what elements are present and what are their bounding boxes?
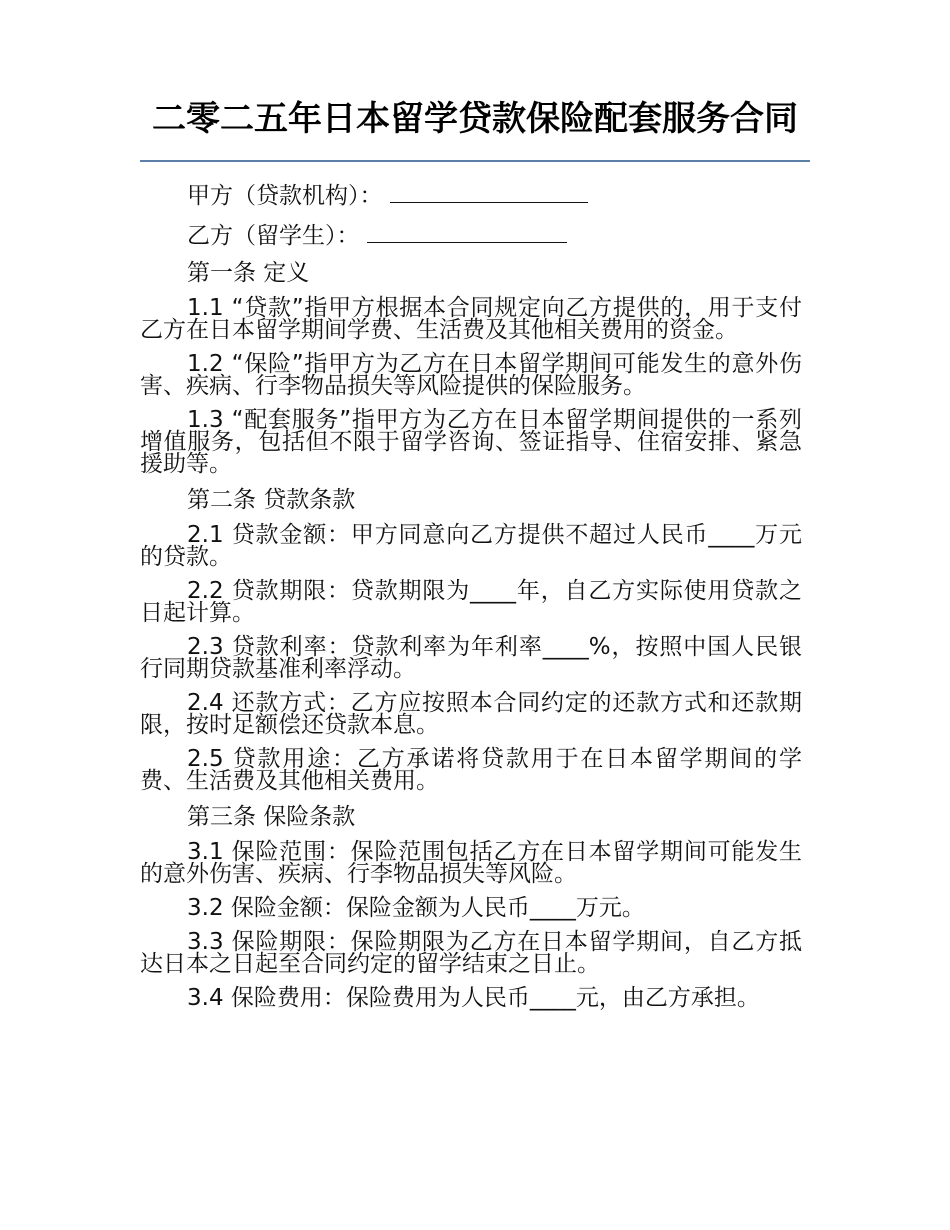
clause-3-2: 3.2 保险金额：保险金额为人民币____万元。 <box>187 895 645 921</box>
party-a-line <box>140 180 802 210</box>
party-a-blank <box>390 180 588 203</box>
clause-3-3: 3.3 保险期限：保险期限为乙方在日本留学期间，自乙方抵达日本之日起至合同约定的留学结束之日止。 <box>140 929 802 977</box>
clause-2-5: 2.5 贷款用途：乙方承诺将贷款用于在日本留学期间的学费、生活费及其他相关费用。 <box>140 746 802 794</box>
section-heading: 第二条 贷款条款 <box>187 487 356 513</box>
party-b-blank <box>367 220 567 243</box>
clause-1-2: 1.2 “保险”指甲方为乙方在日本留学期间可能发生的意外伤害、疾病、行李物品损失等风险提供的保险服务。 <box>140 351 802 399</box>
party-a-label: 甲方（贷款机构）： <box>187 183 383 209</box>
clause-3-1: 3.1 保险范围：保险范围包括乙方在日本留学期间可能发生的意外伤害、疾病、行李物品损失等风险。 <box>140 839 802 887</box>
document-body <box>140 180 802 1021</box>
section-heading: 第三条 保险条款 <box>187 804 356 830</box>
document-title: 二零二五年日本留学贷款保险配套服务合同 <box>152 99 798 139</box>
party-b-line <box>140 220 802 250</box>
title-divider <box>140 160 810 162</box>
clause-2-4: 2.4 还款方式：乙方应按照本合同约定的还款方式和还款期限，按时足额偿还贷款本息。 <box>140 690 802 738</box>
clause-3-4: 3.4 保险费用：保险费用为人民币____元，由乙方承担。 <box>187 985 760 1011</box>
clause-1-1: 1.1 “贷款”指甲方根据本合同规定向乙方提供的，用于支付乙方在日本留学期间学费、生活费及其他相关费用的资金。 <box>140 295 802 343</box>
clause-1-3: 1.3 “配套服务”指甲方为乙方在日本留学期间提供的一系列增值服务，包括但不限于留学咨询、签证指导、住宿安排、紧急援助等。 <box>140 407 802 477</box>
clause-2-2: 2.2 贷款期限：贷款期限为____年，自乙方实际使用贷款之日起计算。 <box>140 578 802 626</box>
clause-2-3: 2.3 贷款利率：贷款利率为年利率____%，按照中国人民银行同期贷款基准利率浮动。 <box>140 634 802 682</box>
section-heading: 第一条 定义 <box>187 260 310 286</box>
party-b-label: 乙方（留学生）： <box>187 223 360 249</box>
clause-2-1: 2.1 贷款金额：甲方同意向乙方提供不超过人民币____万元的贷款。 <box>140 522 802 570</box>
